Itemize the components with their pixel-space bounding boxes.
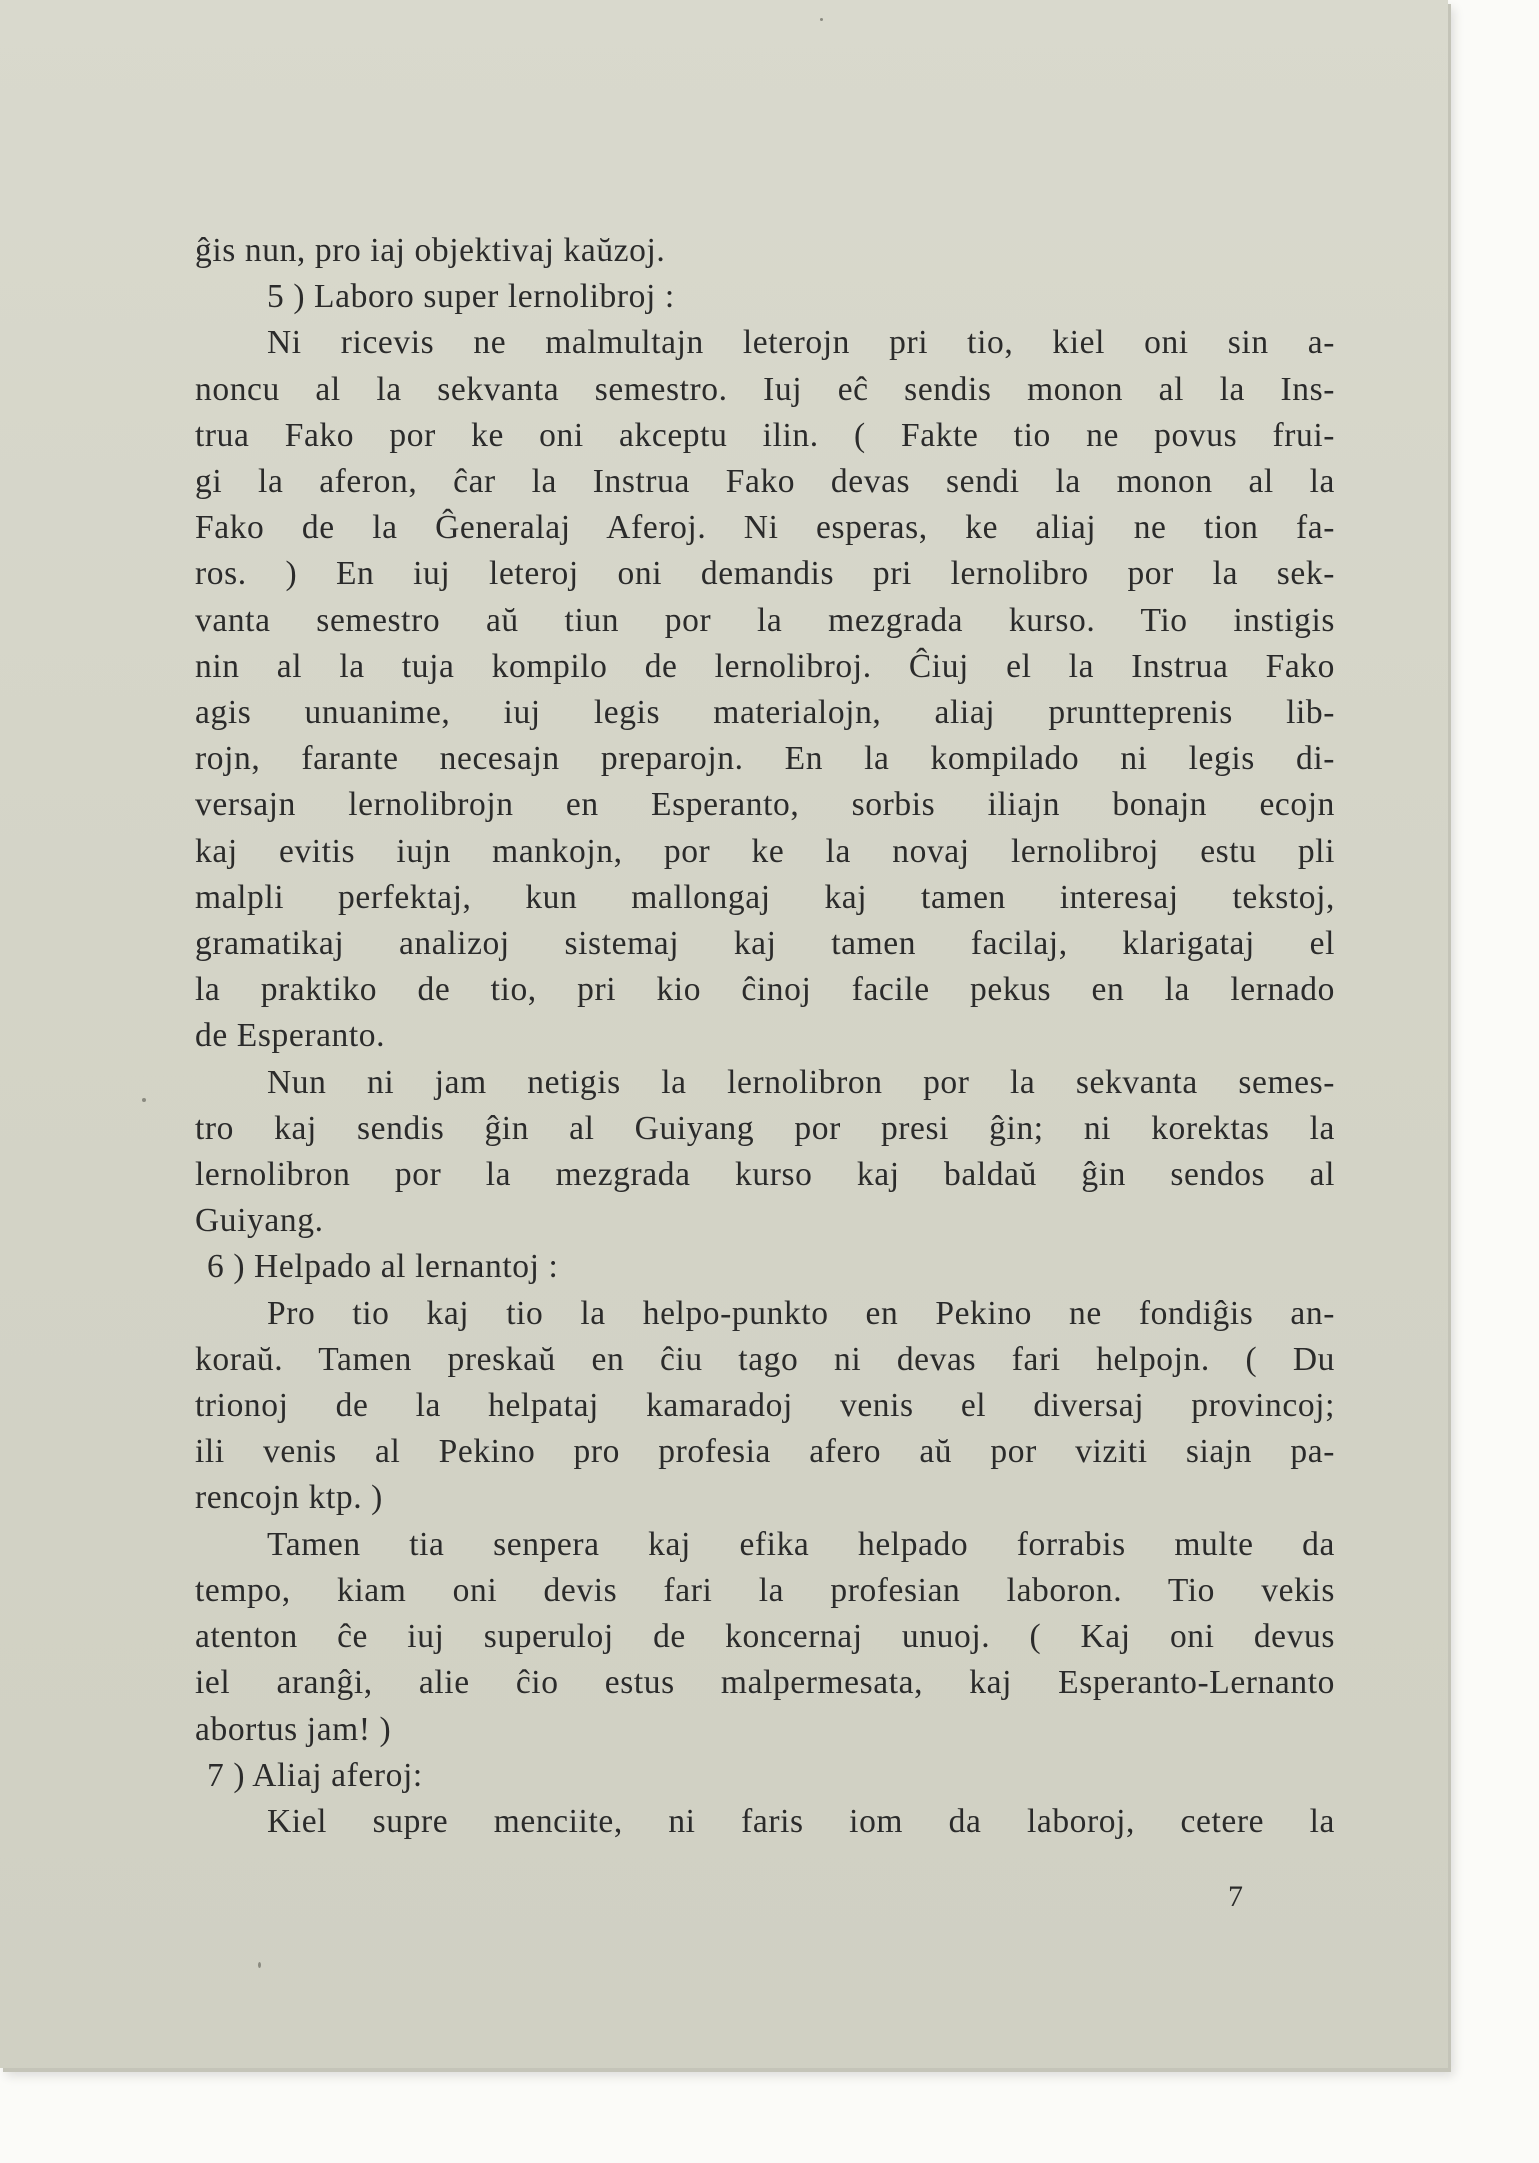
text-line: iel aranĝi, alie ĉio estus malpermesata, kaj Esperanto-Lernanto — [195, 1664, 1335, 1702]
text-line: abortus jam! ) — [195, 1710, 392, 1748]
text-line: Nun ni jam netigis la lernolibron por la sekvanta semes- — [267, 1063, 1335, 1101]
text-line: tro kaj sendis ĝin al Guiyang por presi ĝin; ni korektas la — [195, 1109, 1335, 1147]
paper-speck — [142, 1098, 146, 1102]
paper-speck — [258, 1962, 261, 1968]
body-text — [195, 228, 1335, 1845]
text-line: nin al la tuja kompilo de lernolibroj. Ĉiuj el la Instrua Fako — [195, 647, 1335, 685]
text-line: Guiyang. — [195, 1202, 324, 1240]
section-heading-5: 5 ) Laboro super lernolibroj : — [267, 278, 675, 316]
text-line: Pro tio kaj tio la helpo-punkto en Pekino ne fondiĝis an- — [267, 1294, 1335, 1332]
text-line: ili venis al Pekino pro profesia afero aŭ por viziti siajn pa- — [195, 1433, 1335, 1471]
text-line: gramatikaj analizoj sistemaj kaj tamen facilaj, klarigataj el — [195, 925, 1335, 963]
text-line: de Esperanto. — [195, 1017, 386, 1055]
text-line: Fako de la Ĝeneralaj Aferoj. Ni esperas, ke aliaj ne tion fa- — [195, 509, 1335, 547]
text-line: Ni ricevis ne malmultajn leterojn pri tio, kiel oni sin a- — [267, 324, 1335, 362]
text-line: rojn, farante necesajn preparojn. En la kompilado ni legis di- — [195, 740, 1335, 778]
text-line: atenton ĉe iuj superuloj de koncernaj unuoj. ( Kaj oni devus — [195, 1618, 1335, 1656]
text-line: versajn lernolibrojn en Esperanto, sorbis iliajn bonajn ecojn — [195, 786, 1335, 824]
text-line: koraŭ. Tamen preskaŭ en ĉiu tago ni devas fari helpojn. ( Du — [195, 1340, 1335, 1378]
text-line: la praktiko de tio, pri kio ĉinoj facile pekus en la lernado — [195, 971, 1335, 1009]
section-heading-6: 6 ) Helpado al lernantoj : — [207, 1248, 559, 1286]
text-line: tempo, kiam oni devis fari la profesian laboron. Tio vekis — [195, 1571, 1335, 1609]
paper-speck — [820, 18, 823, 21]
text-line: kaj evitis iujn mankojn, por ke la novaj lernolibroj estu pli — [195, 832, 1335, 870]
text-line: ĝis nun, pro iaj objektivaj kaŭzoj. — [195, 232, 666, 269]
page-number: 7 — [1228, 1880, 1243, 1913]
text-line: malpli perfektaj, kun mallongaj kaj tamen interesaj tekstoj, — [195, 878, 1335, 916]
text-line: Kiel supre menciite, ni faris iom da laboroj, cetere la — [267, 1802, 1335, 1840]
text-line: vanta semestro aŭ tiun por la mezgrada kurso. Tio instigis — [195, 601, 1335, 639]
text-line: lernolibron por la mezgrada kurso kaj baldaŭ ĝin sendos al — [195, 1156, 1335, 1194]
text-line: gi la aferon, ĉar la Instrua Fako devas sendi la monon al la — [195, 463, 1335, 501]
section-heading-7: 7 ) Aliaj aferoj: — [207, 1756, 423, 1794]
text-line: Tamen tia senpera kaj efika helpado forrabis multe da — [267, 1525, 1335, 1563]
text-line: agis unuanime, iuj legis materialojn, aliaj pruntteprenis lib- — [195, 694, 1335, 732]
text-line: trua Fako por ke oni akceptu ilin. ( Fakte tio ne povus frui- — [195, 416, 1335, 454]
text-line: trionoj de la helpataj kamaradoj venis el diversaj provincoj; — [195, 1387, 1335, 1425]
text-line: rencojn ktp. ) — [195, 1479, 383, 1517]
text-line: ros. ) En iuj leteroj oni demandis pri lernolibro por la sek- — [195, 555, 1335, 593]
text-line: noncu al la sekvanta semestro. Iuj eĉ sendis monon al la Ins- — [195, 370, 1335, 408]
